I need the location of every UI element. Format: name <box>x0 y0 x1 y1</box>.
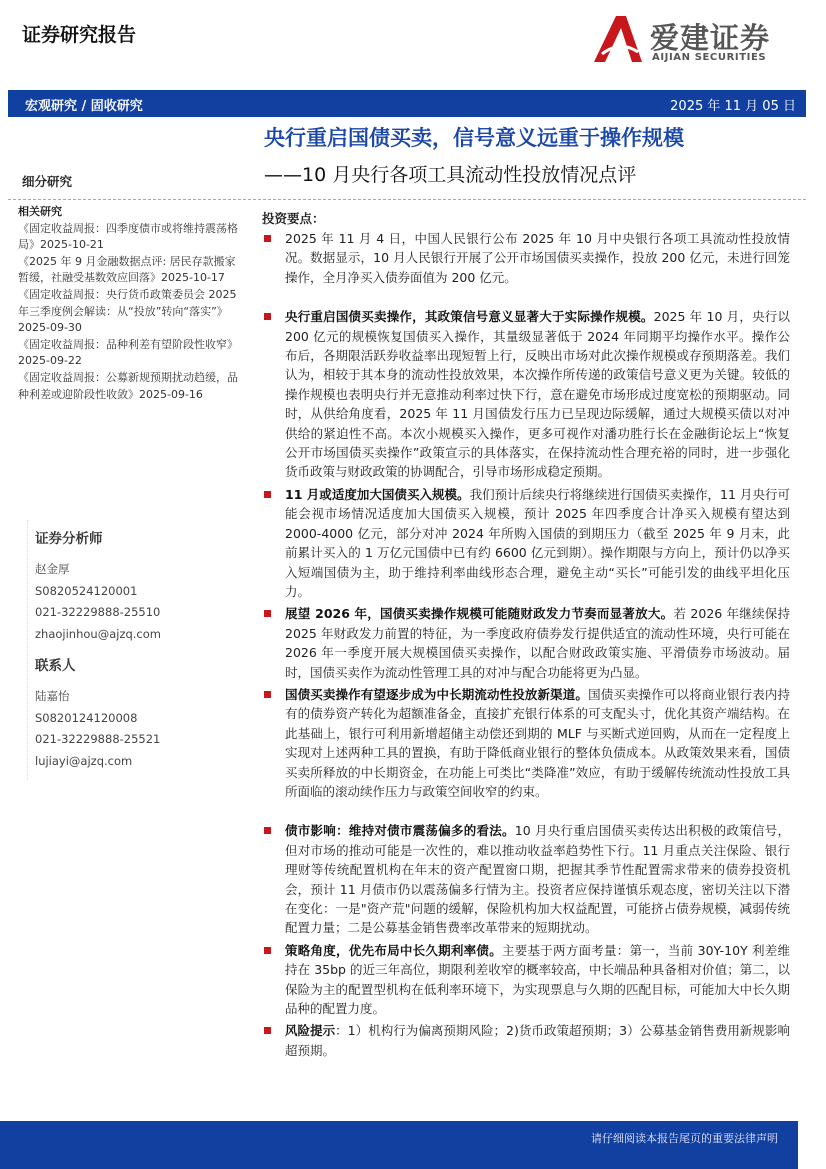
analyst-info <box>35 527 245 772</box>
report-date: 2025 年 11 月 05 日 <box>670 99 796 114</box>
contact-email[interactable]: lujiayi@ajzq.com <box>35 753 133 768</box>
report-subtitle: ——10 月央行各项工具流动性投放情况点评 <box>264 164 637 186</box>
related-item[interactable]: 《固定收益周报：公募新规预期扰动趋缓，品种利差或迎阶段性收敛》2025-09-16 <box>18 370 238 401</box>
contact-name: 陆嘉怡 <box>35 689 70 703</box>
report-category: 细分研究 <box>22 174 73 189</box>
report-title: 央行重启国债买卖，信号意义远重于操作规模 <box>264 126 684 150</box>
keypoint-text: 主要基于两方面考量：第一，当前 30Y-10Y 利差维持在 35bp 的近三年高位，期限利差收窄的概率较高，中长端品种具备相对价值；第二，以保险为主的配置型机构在低利率环境下，为实现票息与久期的匹配目标，可能加大中长久期品种的配置力度。 <box>285 942 790 1017</box>
keypoint-item <box>262 821 790 937</box>
contact-license: S0820124120008 <box>35 710 138 725</box>
keypoint-bold: 策略角度，优先布局中长久期利率债。 <box>285 942 502 958</box>
keypoint-text: 2025 年 11 月 4 日，中国人民银行公布 2025 年 10 月中央银行各项工具流动性投放情况。数据显示，10 月人民银行开展了公开市场国债买卖操作，投放 200 亿元，未进行回笼操作，全月净买入债券面值为 200 亿元。 <box>285 231 790 285</box>
aijian-logo-icon <box>590 14 646 64</box>
related-item[interactable]: 《固定收益周报：央行货币政策委员会 2025 年三季度例会解读：从“投放”转向“落实”》2025-09-30 <box>18 287 237 335</box>
keypoints-heading: 投资要点： <box>262 211 325 226</box>
analyst-heading: 证券分析师 <box>35 531 103 547</box>
related-item[interactable]: 《固定收益周报：品种利差有望阶段性收窄》2025-09-22 <box>18 337 238 368</box>
keypoint-item <box>262 1021 790 1060</box>
keypoint-text: 10 月央行重启国债买卖传达出积极的政策信号，但对市场的推动可能是一次性的，难以推动收益率趋势性下行。11 月重点关注保险、银行理财等传统配置机构在年末的资产配置窗口期，把握其季节性配置需求带来的债券投资机会，预计 11 月债市仍以震荡偏多行情为主。投资者应保持谨慎乐观态度，密切关注以下潜在变化：一是"资产荒"问题的缓解，保险机构加大权益配置，可能挤占债券规模，减弱传统配置力量；二是公募基金销售费率改革带来的短期扰动。 <box>285 823 790 936</box>
footer-band <box>0 1121 798 1169</box>
contact-heading: 联系人 <box>35 658 76 674</box>
keypoint-item <box>262 307 790 482</box>
keypoint-bold: 风险提示 <box>285 1023 336 1039</box>
keypoint-item <box>262 485 790 601</box>
sidebar-divider <box>27 520 28 780</box>
keypoint-bold: 央行重启国债买卖操作，其政策信号意义显著大于实际操作规模。 <box>285 309 654 325</box>
analyst-phone: 021-32229888-25510 <box>35 605 161 619</box>
keypoint-bold: 展望 2026 年，国债买卖操作规模可能随财政发力节奏而显著放大。 <box>285 606 674 622</box>
legal-disclaimer-link[interactable]: 请仔细阅读本报告尾页的重要法律声明 <box>591 1132 778 1145</box>
analyst-license: S0820524120001 <box>35 583 138 598</box>
document-type-label: 证券研究报告 <box>22 24 137 46</box>
bullet-square-icon <box>264 491 271 498</box>
related-item[interactable]: 《2025 年 9 月金融数据点评: 居民存款搬家暂缓，社融受基数效应回落》2025-10-17 <box>18 254 236 285</box>
analyst-email[interactable]: zhaojinhou@ajzq.com <box>35 626 161 641</box>
keypoints-section <box>262 210 790 1063</box>
bullet-square-icon <box>264 827 271 834</box>
bullet-square-icon <box>264 691 271 698</box>
company-logo <box>590 14 800 64</box>
keypoint-text: ：1）机构行为偏离预期风险；2)货币政策超预期；3）公募基金销售费用新规影响超预期。 <box>285 1023 790 1058</box>
bullet-square-icon <box>264 313 271 320</box>
divider <box>8 199 806 200</box>
keypoint-bold: 债市影响：维持对债市震荡偏多的看法。 <box>285 823 515 839</box>
keypoint-bold: 11 月或适度加大国债买入规模。 <box>285 486 470 502</box>
contact-phone: 021-32229888-25521 <box>35 732 161 746</box>
bullet-square-icon <box>264 1027 271 1034</box>
analyst-name: 赵金厚 <box>35 562 70 576</box>
keypoint-text: 我们预计后续央行将继续进行国债买卖操作，11 月央行可能会视市场情况适度加大国债买入规模，预计 2025 年四季度合计净买入规模有望达到 2000-4000 亿元，部分对冲 2024 年所购入国债的到期压力（截至 2025 年 9 月末，此前累计买入的 1 万亿元国债中已有约 6600 亿元到期）。操作期限与方向上，预计仍以净买入短端国债为主，助于维持利率曲线形态合理，避免主动“买长”可能引发的曲线平坦化压力。 <box>285 486 791 599</box>
keypoint-item <box>262 685 790 801</box>
bullet-square-icon <box>264 610 271 617</box>
keypoint-text: 若 2026 年继续保持 2025 年财政发力前置的特征，为一季度政府债券发行提供适宜的流动性环境，央行可能在 2026 年一季度开展大规模国债买卖操作，以配合财政政策实施、平滑债券市场波动。届时，国债买卖作为流动性管理工具的对冲与配合功能将更为凸显。 <box>285 606 790 680</box>
bullet-square-icon <box>264 947 271 954</box>
related-research <box>18 204 246 403</box>
related-heading: 相关研究 <box>18 205 62 218</box>
keypoint-text: 国债买卖操作可以将商业银行表内持有的债券资产转化为超额准备金，直接扩充银行体系的可支配头寸，优化其资产端结构。在此基础上，银行可利用新增超储主动偿还到期的 MLF 与买断式逆回购，从而在一定程度上实现对上述两种工具的置换，有助于降低商业银行的整体负债成本。从政策效果来看，国债买卖所释放的中长期资金，在功能上可类比“类降准”效应，有助于缓解传统流动性投放工具所面临的滚动续作压力与政策空间收窄的约束。 <box>285 686 790 799</box>
keypoint-text: 2025 年 10 月，央行以 200 亿元的规模恢复国债买入操作，其量级显著低于 2024 年同期平均操作水平。操作公布后，各期限活跃券收益率出现短暂上行，反映出市场对此次操作规模或存预期落差。我们认为，相较于其本身的流动性投放效果，本次操作所传递的政策信号意义更为关键。较低的操作规模也表明央行并无意推动利率过快下行，意在避免市场形成过度宽松的预期驱动。同时，从供给角度看，2025 年 11 月国债发行压力已呈现边际缓解，通过大规模买债以对冲供给的紧迫性不高。本次小规模买入操作，更多可视作对潘功胜行长在金融街论坛上“恢复公开市场国债买卖操作”政策宣示的具体落实，在保持流动性合理充裕的同时，进一步强化货币政策与财政政策的协调配合，引导市场形成稳定预期。 <box>285 309 790 480</box>
keypoint-item <box>262 229 790 287</box>
bullet-square-icon <box>264 235 271 242</box>
category-path: 宏观研究 / 固收研究 <box>25 99 143 114</box>
keypoint-item <box>262 604 790 682</box>
logo-text-cn: 爱建证券 <box>650 21 771 55</box>
header-band <box>8 90 806 117</box>
logo-text-en: AIJIAN SECURITIES <box>652 52 767 63</box>
keypoint-item <box>262 941 790 1019</box>
keypoint-bold: 国债买卖操作有望逐步成为中长期流动性投放新渠道。 <box>285 686 589 702</box>
related-item[interactable]: 《固定收益周报：四季度债市或将维持震荡格局》2025-10-21 <box>18 221 238 252</box>
